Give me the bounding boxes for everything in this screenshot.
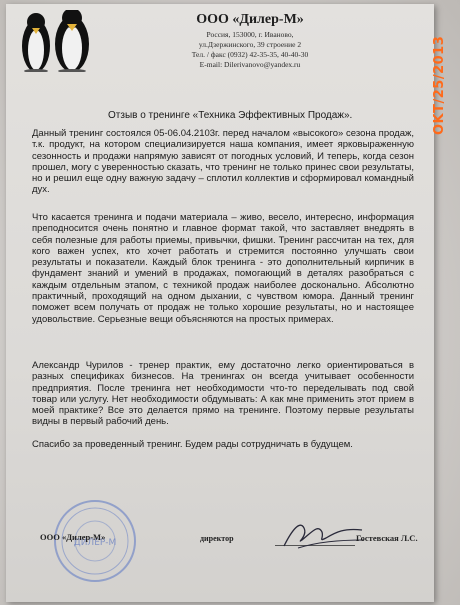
address-line: ул.Дзержинского, 39 строение 2 [198, 40, 302, 49]
seal-text: ДИЛЕР-М [73, 538, 117, 548]
penguin-logo [14, 10, 104, 72]
signature-company: ООО «Дилер-М» [40, 532, 106, 542]
company-address [150, 30, 350, 70]
signature-role: директор [200, 534, 234, 543]
signatory-name: Гостевская Л.С. [356, 533, 418, 543]
email-line: E-mail: Dilerivanovo@yandex.ru [199, 60, 301, 69]
body-paragraph: Александр Чурилов - тренер практик, ему достаточно легко ориентироваться в разных спецификах бизнесов. На тренингах он всегда учитывает особенности предприятия. После тренинга нет необходимости что-то переделывать под свой товар или услугу. Нет необходимости обдумывать: А как мне применить этот прием в моей практике? Все это делается прямо на тренинге. Поэтому первые результаты видны в первый рабочий день. [32, 360, 414, 428]
document-title: Отзыв о тренинге «Техника Эффективных Продаж». [108, 110, 353, 121]
body-paragraph: Что касается тренинга и подачи материала – живо, весело, интересно, информация преподносится очень понятно и главное формат такой, что заставляет внедрять в себя полезные для работы приемы, привычки, фишки. Тренинг рассчитан на тех, для кого важен успех, кто хочет работать и стремится постоянно улучшать свои результаты и показатели. Каждый блок тренинга - это дополнительный кирпичик в фундамент знаний и умений в продажах, помогающий в деталях разобраться с каждым отдельным этапом, с техникой продаж наиболее досконально. Абсолютно практичный, проходящий на одном дыхании, с чувством юмора. Данный тренинг поможет всем получать от продаж не только хорошие результаты, но и настоящее удовольствие. Серьезные вещи объясняются на простых примерах. [32, 212, 414, 325]
address-line: Россия, 153000, г. Иваново, [206, 30, 294, 39]
body-paragraph: Данный тренинг состоялся 05-06.04.2103г. перед началом «высокого» сезона продаж, т.к. продукт, на котором специализируется наша компания, имеет ярковыраженную сезонность и продажи напрямую зависят от погодных условий, И теперь, когда сезон прошел, могу с уверенностью сказать, что тренинг не только принес свои результаты, но и решил еще одну важную задачу – сплотил коллектив и сформировал командный дух. [32, 128, 414, 196]
photo-date-stamp: OKT/25/2013 [432, 35, 447, 135]
handwritten-signature [278, 510, 368, 555]
closing-paragraph: Спасибо за проведенный тренинг. Будем рады сотрудничать в будущем. [32, 439, 353, 450]
phone-line: Тел. / факс (0932) 42-35-35, 40-40-30 [191, 50, 309, 59]
company-name: ООО «Дилер-М» [196, 12, 304, 27]
